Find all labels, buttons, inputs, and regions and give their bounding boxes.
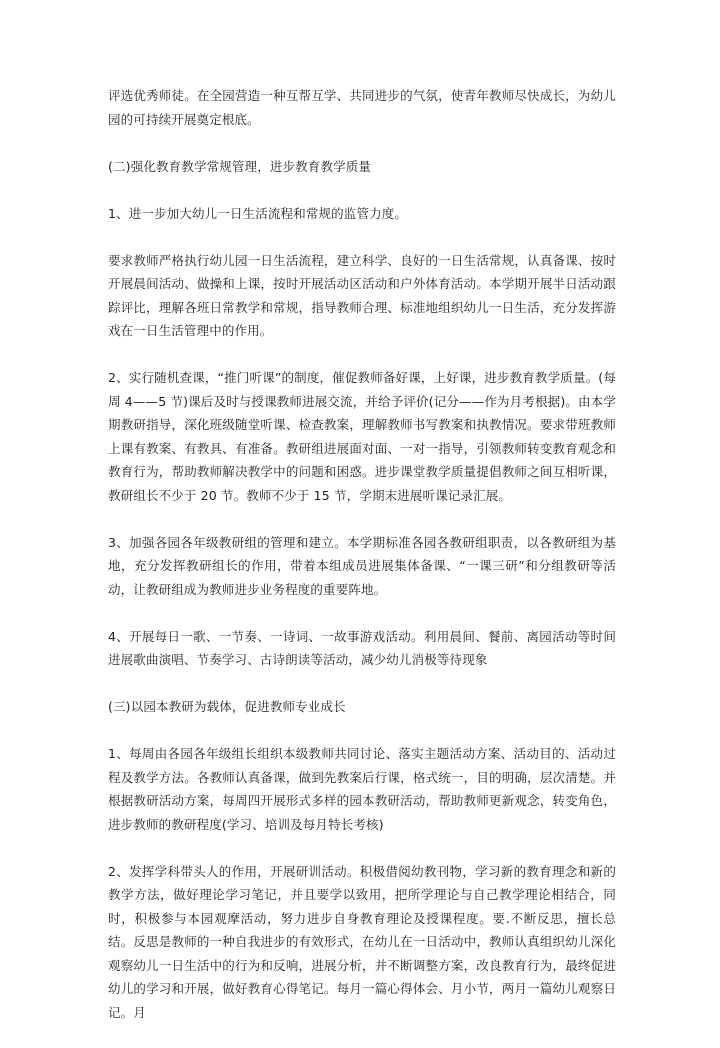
paragraph-daily-routine-details: 要求教师严格执行幼儿园一日生活流程，建立科学、良好的一日生活常规，认真备课、按时开展晨间活动、做操和上课，按时开展活动区活动和户外体育活动。本学期开展半日活动跟踪评比，理解各班日常教学和常规，指导教师合理、标准地组织幼儿一日生活，充分发挥游戏在一日生活管理中的作用。: [108, 252, 616, 338]
paragraph-teacher-mentoring: 评选优秀师徒。在全园营造一种互帮互学、共同进步的气氛，使青年教师尽快成长，为幼儿园的可持续开展奠定根底。: [108, 88, 616, 127]
item-2-subject-leaders: 2、发挥学科带头人的作用，开展研训活动。积极借阅幼教刊物，学习新的教育理念和新的教学方法，做好理论学习笔记，并且要学以致用，把所学理论与自己教学理论相结合，同时，积极参与本园观摩活动，努力进步自身教育理论及授课程度。要.不断反思，擅长总结。反思是教师的一种自我进步的有效形式，在幼儿在一日活动中，教师认真组织幼儿深化观察幼儿一日生活中的行为和反响，进展分析，并不断调整方案，改良教育行为，最终促进幼儿的学习和开展，做好教育心得笔记。每月一篇心得体会、月小节，两月一篇幼儿观察日记。月: [108, 863, 616, 1020]
item-3-teaching-research-groups: 3、加强各园各年级教研组的管理和建立。本学期标准各园各教研组职责，以各教研组为基地，充分发挥教研组长的作用，带着本组成员进展集体备课、“一课三研”和分组教研等活动，让教研组成为教师进步业务程度的重要阵地。: [108, 534, 616, 597]
item-4-daily-activities: 4、开展每日一歌、一节奏、一诗词、一故事游戏活动。利用晨间、餐前、离园活动等时间进展歌曲演唱、节奏学习、古诗朗读等活动，减少幼儿消极等待现象: [108, 628, 616, 667]
item-2-random-class-check: 2、实行随机查课，“推门听课”的制度，催促教师备好课，上好课，进步教育教学质量。(每周 4——5 节)课后及时与授课教师进展交流，并给予评价(记分——作为月考根据)。由本学期教研指导，深化班级随堂听课、检查教案，理解教师书写教案和执教情况。要求带班教师上课有教案、有教具、有准备。教研组进展面对面、一对一指导，引领教师转变教育观念和教育行为，帮助教师解决教学中的问题和困惑。进步课堂教学质量提倡教师之间互相听课，教研组长不少于 20 节。教师不少于 15 节，学期末进展听课记录汇展。: [108, 370, 616, 503]
section-heading-2: (二)强化教育教学常规管理，进步教育教学质量: [108, 158, 372, 174]
section-heading-3: (三)以园本教研为载体，促进教师专业成长: [108, 699, 346, 714]
item-1-daily-routine: 1、进一步加大幼儿一日生活流程和常规的监管力度。: [108, 205, 408, 221]
document-body: [108, 84, 616, 1048]
item-1-weekly-grade-meetings: 1、每周由各园各年级组长组织本级教师共同讨论、落实主题活动方案、活动目的、活动过程及教学方法。各教师认真备课，做到先教案后行课，格式统一，目的明确，层次清楚。并根据教研活动方案，每周四开展形式多样的园本教研活动，帮助教师更新观念，转变角色，进步教师的教研程度(学习、培训及每月特长考核): [108, 746, 616, 832]
